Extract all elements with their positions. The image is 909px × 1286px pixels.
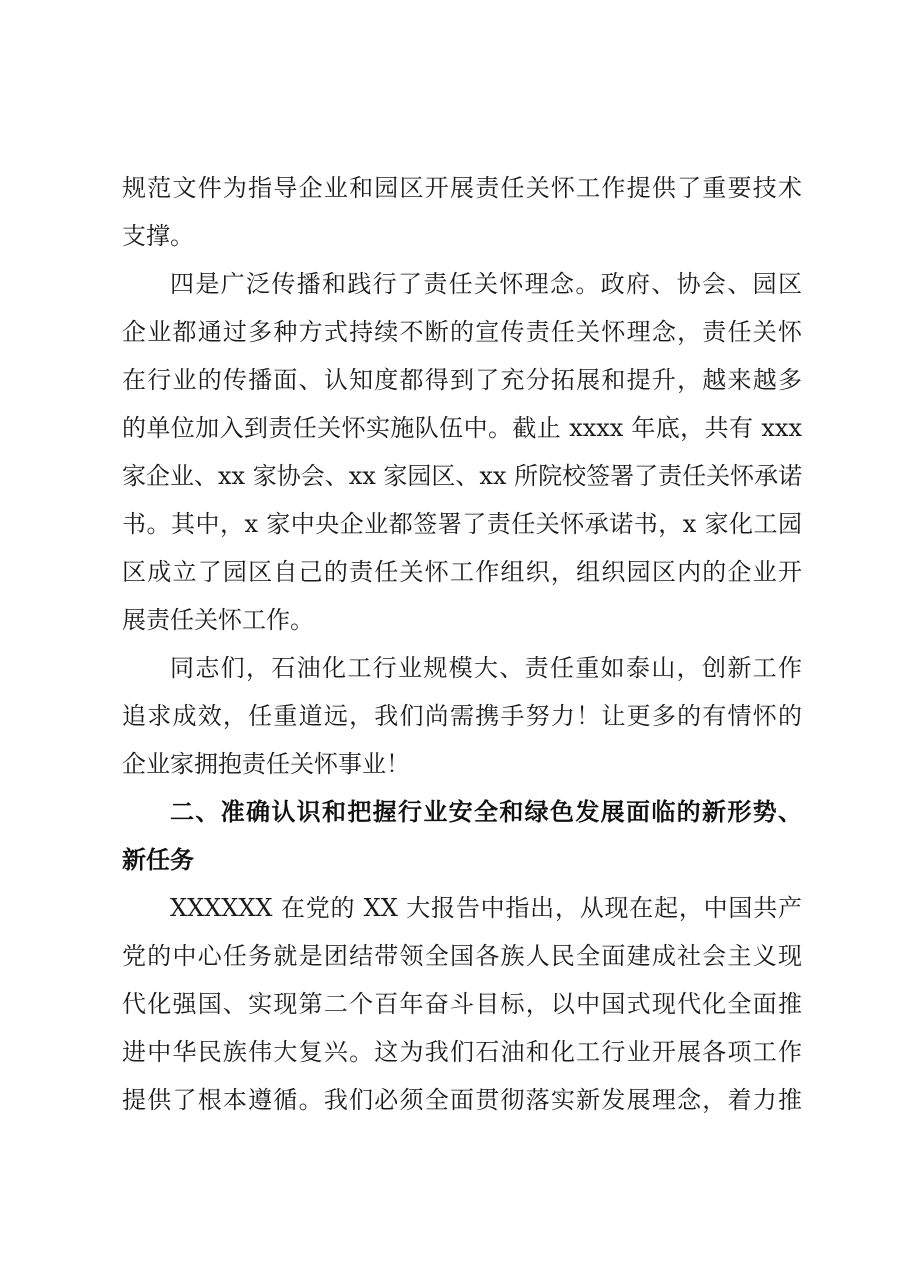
text-line: 进中华民族伟大复兴。这为我们石油和化工行业开展各项工作: [122, 1038, 802, 1066]
paragraph-start-line: 同志们，石油化工行业规模大、责任重如泰山，创新工作: [170, 654, 802, 682]
text-line: 党的中心任务就是团结带领全国各族人民全面建成社会主义现: [122, 942, 802, 970]
text-line: 的单位加入到责任关怀实施队伍中。截止 xxxx 年底，共有 xxx: [122, 414, 802, 442]
text-line: 代化强国、实现第二个百年奋斗目标，以中国式现代化全面推: [122, 990, 802, 1018]
text-line: 追求成效，任重道远，我们尚需携手努力！让更多的有情怀的: [122, 702, 802, 730]
text-line: 展责任关怀工作。: [122, 606, 314, 634]
paragraph-start-line: 四是广泛传播和践行了责任关怀理念。政府、协会、园区: [170, 270, 802, 298]
text-line: 支撑。: [122, 222, 194, 250]
text-line: 书。其中，x 家中央企业都签署了责任关怀承诺书，x 家化工园: [122, 510, 802, 538]
text-line: 在行业的传播面、认知度都得到了充分拓展和提升，越来越多: [122, 366, 802, 394]
text-line: 规范文件为指导企业和园区开展责任关怀工作提供了重要技术: [122, 174, 802, 202]
text-line: 企业家拥抱责任关怀事业！: [122, 750, 410, 778]
text-line: 提供了根本遵循。我们必须全面贯彻落实新发展理念，着力推: [122, 1086, 802, 1114]
text-line: 企业都通过多种方式持续不断的宣传责任关怀理念，责任关怀: [122, 318, 802, 346]
document-body: [122, 164, 802, 1124]
section-heading: 二、准确认识和把握行业安全和绿色发展面临的新形势、: [170, 798, 802, 826]
section-heading-continuation: 新任务: [122, 846, 194, 874]
text-line: 家企业、xx 家协会、xx 家园区、xx 所院校签署了责任关怀承诺: [122, 462, 803, 490]
paragraph-start-line: XXXXXX 在党的 XX 大报告中指出，从现在起，中国共产: [170, 894, 802, 922]
text-line: 区成立了园区自己的责任关怀工作组织，组织园区内的企业开: [122, 558, 802, 586]
